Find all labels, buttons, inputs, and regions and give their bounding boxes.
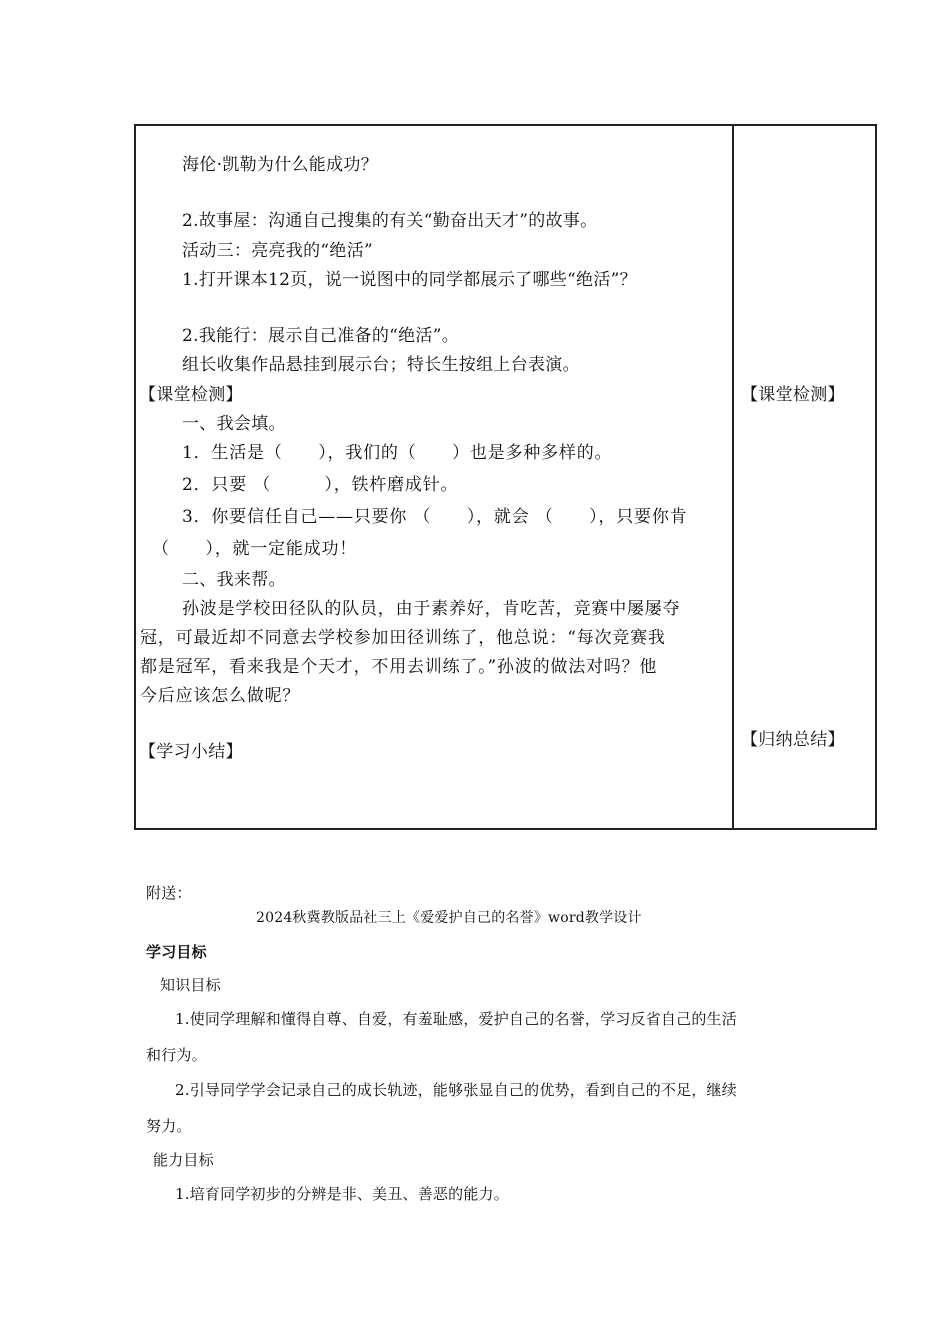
appendix-title: 2024秋冀教版品社三上《爱爱护自己的名誉》word教学设计 [256, 910, 642, 926]
text-line: 1.打开课本12页，说一说图中的同学都展示了哪些“绝活”？ [182, 270, 637, 290]
activity-heading: 活动三：亮亮我的“绝活” [182, 241, 373, 261]
fill-blank-question: 2．只要 （ ），铁杵磨成针。 [182, 475, 459, 495]
side-heading-conclusion: 【归纳总结】 [741, 730, 845, 750]
text-line: 2.故事屋：沟通自己搜集的有关“勤奋出天才”的故事。 [182, 211, 598, 231]
paragraph-line: 孙波是学校田径队的队员，由于素养好，肯吃苦，竞赛中屡屡夺 [182, 599, 681, 619]
fill-blank-question: 3．你要信任自己——只要你 （ ），就会 （ ），只要你肯 [182, 507, 688, 527]
subsection-heading: 能力目标 [153, 1151, 214, 1169]
question-heading: 一、我会填。 [182, 414, 286, 434]
text-line: 2.我能行：展示自己准备的“绝活”。 [182, 326, 460, 346]
paragraph-line: 努力。 [146, 1117, 192, 1135]
section-heading: 学习目标 [146, 943, 207, 961]
paragraph-line: 1.使同学理解和懂得自尊、自爱，有羞耻感，爱护自己的名誉，学习反省自己的生活 [175, 1010, 737, 1028]
question-heading: 二、我来帮。 [182, 570, 286, 590]
paragraph-line: 冠，可最近却不同意去学校参加田径训练了，他总说：“每次竞赛我 [140, 628, 666, 648]
table-main-cell [134, 124, 732, 830]
text-line: 海伦·凯勒为什么能成功？ [182, 155, 379, 175]
subsection-heading: 知识目标 [160, 976, 221, 994]
paragraph-line: 2.引导同学学会记录自己的成长轨迹，能够张显自己的优势，看到自己的不足，继续 [175, 1081, 737, 1099]
paragraph-line: 1.培育同学初步的分辨是非、美丑、善恶的能力。 [175, 1185, 509, 1203]
table-side-cell [734, 124, 877, 830]
fill-blank-question: 1．生活是（ ），我们的（ ）也是多种多样的。 [182, 443, 613, 463]
fill-blank-question-cont: （ ），就一定能成功！ [152, 539, 358, 559]
paragraph-line: 都是冠军，看来我是个天才，不用去训练了。”孙波的做法对吗？他 [140, 657, 658, 677]
paragraph-line: 今后应该怎么做呢？ [140, 686, 301, 706]
section-heading-classroom-test: 【课堂检测】 [139, 385, 243, 405]
side-heading-classroom-test: 【课堂检测】 [741, 385, 845, 405]
text-line: 组长收集作品悬挂到展示台；特长生按组上台表演。 [182, 355, 580, 375]
appendix-label: 附送： [146, 884, 192, 902]
paragraph-line: 和行为。 [146, 1046, 207, 1064]
section-heading-summary: 【学习小结】 [139, 742, 243, 762]
